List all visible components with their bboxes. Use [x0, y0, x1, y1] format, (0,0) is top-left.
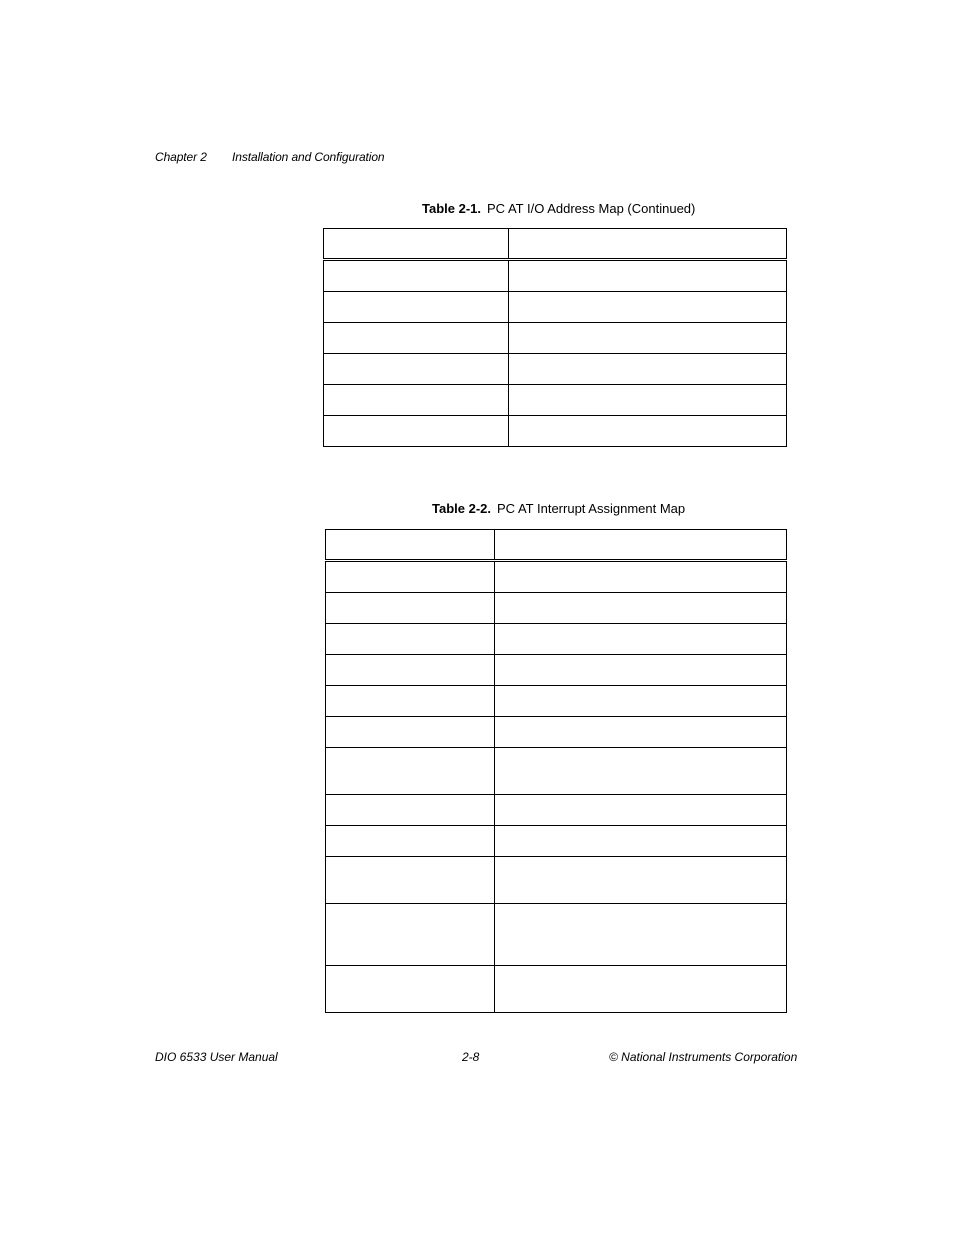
table-cell [326, 904, 495, 966]
table-row [326, 624, 787, 655]
table-row [326, 904, 787, 966]
table-cell [326, 686, 495, 717]
table-row [326, 966, 787, 1013]
table-cell [326, 826, 495, 857]
table-cell [495, 857, 787, 904]
table-row [326, 717, 787, 748]
table-cell [326, 966, 495, 1013]
table-cell [326, 655, 495, 686]
table-row [326, 655, 787, 686]
table-cell [495, 561, 787, 593]
table-cell [495, 530, 787, 561]
table-cell [495, 904, 787, 966]
table-row [326, 561, 787, 593]
table-cell [495, 686, 787, 717]
table-row [324, 416, 787, 447]
table-row [326, 748, 787, 795]
table-row [326, 795, 787, 826]
interrupt-assignment-map-table [325, 529, 787, 1013]
table-2-2-caption [432, 501, 685, 516]
table-cell [326, 748, 495, 795]
table-cell [326, 624, 495, 655]
table-row [326, 593, 787, 624]
table-row [324, 354, 787, 385]
table-row [324, 323, 787, 354]
table-row [324, 385, 787, 416]
table-cell [495, 748, 787, 795]
table-cell [495, 624, 787, 655]
table-cell [495, 717, 787, 748]
table-header-row [324, 229, 787, 260]
table-cell [326, 561, 495, 593]
table-cell [324, 292, 509, 323]
table-row [324, 260, 787, 292]
table-cell [509, 385, 787, 416]
table-cell [495, 593, 787, 624]
table-cell [324, 229, 509, 260]
table-cell [509, 416, 787, 447]
footer-copyright: © National Instruments Corporation [609, 1050, 798, 1064]
table-2-2-caption-title: PC AT Interrupt Assignment Map [497, 501, 686, 516]
table-cell [324, 416, 509, 447]
table-row [326, 857, 787, 904]
table-row [324, 292, 787, 323]
page-header [155, 150, 385, 164]
table-2-1-caption [422, 201, 695, 216]
table-cell [326, 593, 495, 624]
table-row [326, 826, 787, 857]
table-cell [326, 717, 495, 748]
table-2-2-caption-label: Table 2-2. [432, 501, 492, 516]
table-cell [326, 530, 495, 561]
table-cell [495, 826, 787, 857]
table-cell [324, 260, 509, 292]
table-cell [324, 323, 509, 354]
table-cell [509, 292, 787, 323]
table-cell [324, 354, 509, 385]
table-cell [509, 229, 787, 260]
footer-page-number: 2-8 [462, 1050, 480, 1064]
table-cell [495, 966, 787, 1013]
table-cell [509, 354, 787, 385]
chapter-title: Installation and Configuration [232, 150, 385, 164]
table-cell [509, 323, 787, 354]
table-2-1-caption-title: PC AT I/O Address Map (Continued) [487, 201, 696, 216]
io-address-map-table [323, 228, 787, 447]
table-cell [326, 857, 495, 904]
table-2-1-caption-label: Table 2-1. [422, 201, 482, 216]
chapter-number: Chapter 2 [155, 150, 207, 164]
table-row [326, 686, 787, 717]
table-cell [509, 260, 787, 292]
footer-manual-title: DIO 6533 User Manual [155, 1050, 278, 1064]
table-cell [324, 385, 509, 416]
table-cell [495, 655, 787, 686]
table-cell [495, 795, 787, 826]
table-cell [326, 795, 495, 826]
table-header-row [326, 530, 787, 561]
